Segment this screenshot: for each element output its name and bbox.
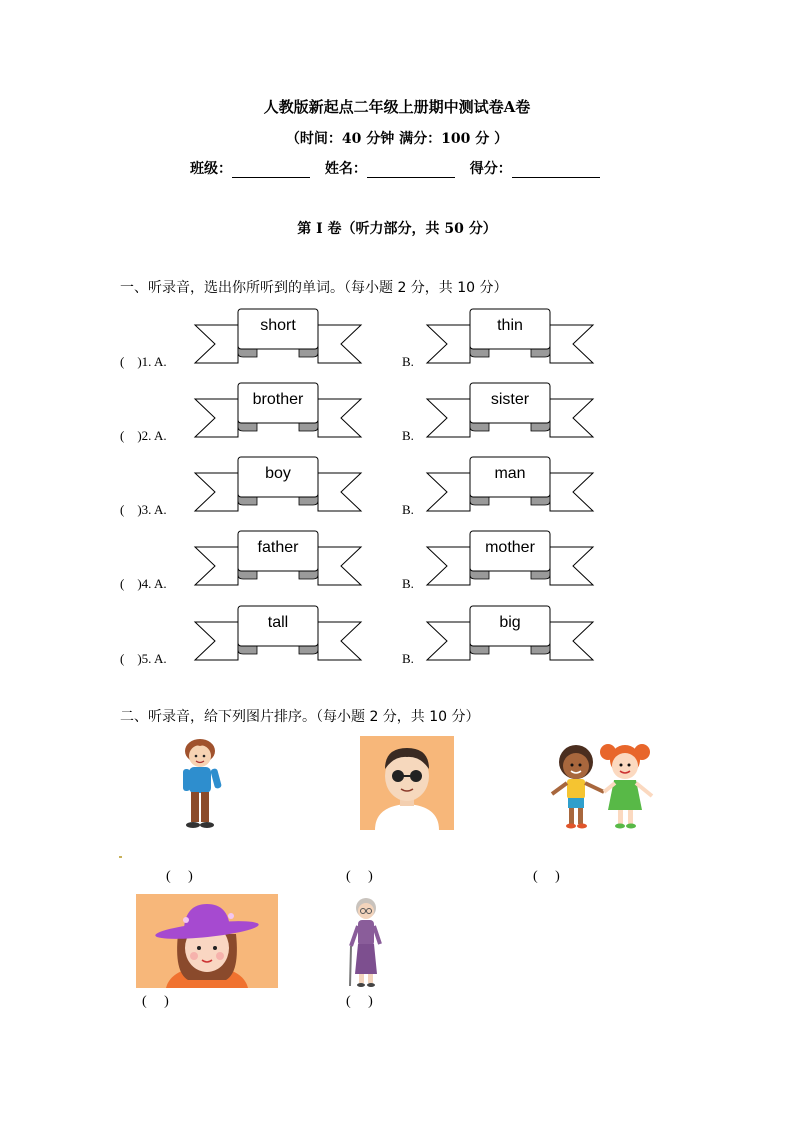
option-b-word: mother [485, 539, 535, 556]
option-b-word: sister [490, 391, 530, 408]
boy-illustration [170, 736, 230, 830]
option-a-word: tall [267, 614, 289, 631]
question-5-option-a[interactable] [193, 604, 363, 666]
option-a-word: boy [265, 465, 291, 482]
question-5-label: ( )5. A. [120, 651, 167, 666]
girl-illustration [136, 894, 278, 988]
option-a-word: short [260, 317, 296, 334]
part1-heading: 一、听录音，选出你所听到的单词。（每小题 2 分，共 10 分） [120, 280, 508, 296]
question-2-label: ( )2. A. [120, 428, 167, 443]
stray-mark [119, 856, 122, 858]
page-title: 人教版新起点二年级上册期中测试卷A卷 [263, 98, 531, 116]
option-a-word: brother [252, 391, 304, 408]
section-title: 第 I 卷（听力部分，共 50 分） [297, 221, 497, 237]
answer-blank-2[interactable]: ( ) [346, 869, 373, 884]
answer-blank-5[interactable]: ( ) [346, 994, 373, 1009]
question-1-option-b[interactable] [425, 307, 595, 369]
option-a-word: father [257, 539, 299, 556]
kids-picture [548, 736, 658, 830]
class-blank[interactable] [232, 161, 310, 178]
question-3-option-a[interactable] [193, 455, 363, 517]
name-blank[interactable] [367, 161, 455, 178]
question-3-label: ( )3. A. [120, 502, 167, 517]
question-2-option-b[interactable] [425, 381, 595, 443]
question-1-option-a[interactable] [193, 307, 363, 369]
answer-blank-4[interactable]: ( ) [142, 994, 169, 1009]
question-4-option-b[interactable] [425, 529, 595, 591]
kids-illustration [548, 736, 658, 830]
score-label: 得分： [469, 161, 512, 177]
option-b-word: man [494, 465, 526, 482]
man-illustration [360, 736, 454, 830]
option-b-word: big [499, 614, 521, 631]
student-info-line [190, 158, 610, 178]
grandmother-illustration [346, 896, 386, 988]
question-3-option-b-label: B. [402, 502, 414, 517]
question-4-option-a[interactable] [193, 529, 363, 591]
class-label: 班级： [190, 161, 232, 177]
question-1-label: ( )1. A. [120, 354, 167, 369]
question-2-option-a[interactable] [193, 381, 363, 443]
question-5-option-b-label: B. [402, 651, 414, 666]
question-1-option-b-label: B. [402, 354, 414, 369]
part2-heading: 二、听录音，给下列图片排序。（每小题 2 分，共 10 分） [120, 709, 480, 725]
name-label: 姓名： [324, 161, 367, 177]
score-blank[interactable] [512, 161, 600, 178]
exam-meta: （时间：40 分钟 满分：100 分 ） [285, 131, 509, 147]
question-5-option-b[interactable] [425, 604, 595, 666]
question-3-option-b[interactable] [425, 455, 595, 517]
option-b-word: thin [497, 317, 523, 334]
question-2-option-b-label: B. [402, 428, 414, 443]
answer-blank-1[interactable]: ( ) [166, 869, 193, 884]
girl-picture [136, 894, 278, 988]
grandmother-picture [346, 896, 386, 988]
answer-blank-3[interactable]: ( ) [533, 869, 560, 884]
question-4-option-b-label: B. [402, 576, 414, 591]
boy-picture [170, 736, 230, 830]
man-picture [360, 736, 454, 830]
question-4-label: ( )4. A. [120, 576, 167, 591]
